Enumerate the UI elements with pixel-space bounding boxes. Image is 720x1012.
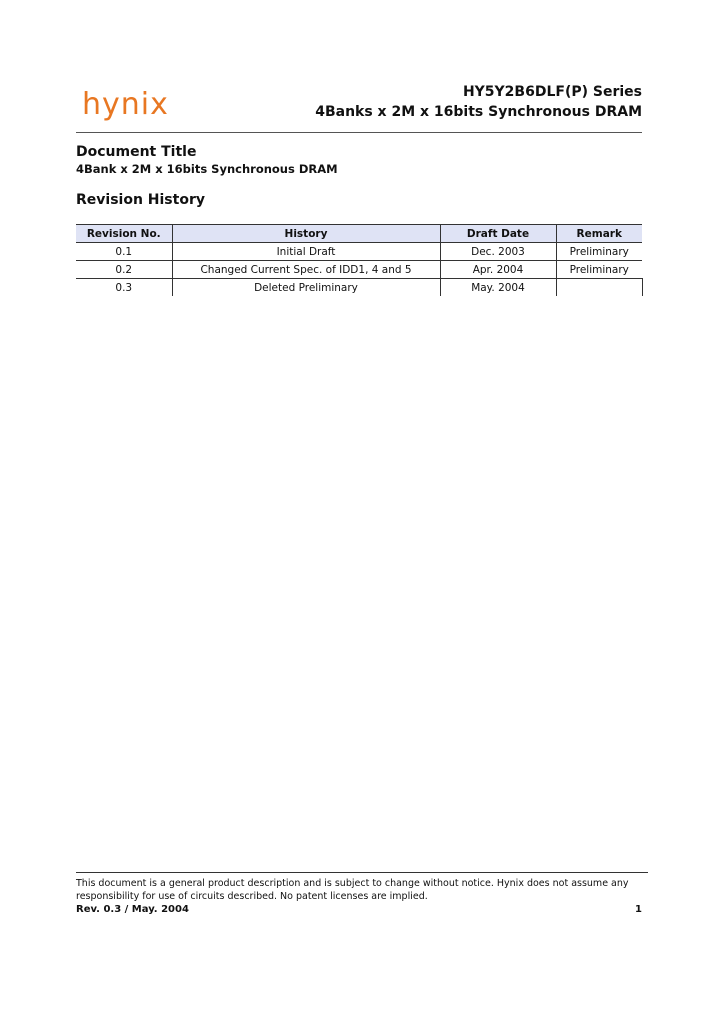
page-number: 1 xyxy=(635,904,642,915)
series-name: HY5Y2B6DLF(P) Series xyxy=(462,84,642,100)
series-subtitle: 4Banks x 2M x 16bits Synchronous DRAM xyxy=(315,104,642,120)
revision-history-heading: Revision History xyxy=(76,192,205,208)
header-revision-no: Revision No. xyxy=(76,225,172,243)
table-row xyxy=(76,279,642,297)
hynix-logo: hynix xyxy=(82,87,169,122)
document-title-heading: Document Title xyxy=(76,144,197,160)
cell-history: Initial Draft xyxy=(172,243,440,261)
table-header-row xyxy=(76,225,642,243)
cell-remark: Preliminary xyxy=(556,261,642,279)
header-history: History xyxy=(172,225,440,243)
header-divider xyxy=(76,132,642,133)
header-block xyxy=(315,82,642,122)
cell-remark: Preliminary xyxy=(556,243,642,261)
cell-revision: 0.2 xyxy=(76,261,172,279)
disclaimer-text: This document is a general product description and is subject to change without notice. Hynix does not assume any responsibility for use of circuits described. No patent licenses are implied. xyxy=(76,878,629,902)
cell-remark xyxy=(556,279,642,297)
footer-revision: Rev. 0.3 / May. 2004 xyxy=(76,904,189,915)
footer-divider xyxy=(76,872,648,873)
table-row xyxy=(76,243,642,261)
cell-revision: 0.3 xyxy=(115,281,133,294)
revision-table xyxy=(76,224,643,296)
table-row xyxy=(76,261,642,279)
cell-date: Dec. 2003 xyxy=(440,243,556,261)
document-title-text: 4Bank x 2M x 16bits Synchronous DRAM xyxy=(76,162,338,176)
cell-history: Changed Current Spec. of IDD1, 4 and 5 xyxy=(172,261,440,279)
cell-date: Apr. 2004 xyxy=(440,261,556,279)
header-draft-date: Draft Date xyxy=(440,225,556,243)
cell-date: May. 2004 xyxy=(440,279,556,297)
cell-history: Deleted Preliminary xyxy=(172,279,440,297)
header-remark: Remark xyxy=(556,225,642,243)
cell-revision: 0.1 xyxy=(76,243,172,261)
